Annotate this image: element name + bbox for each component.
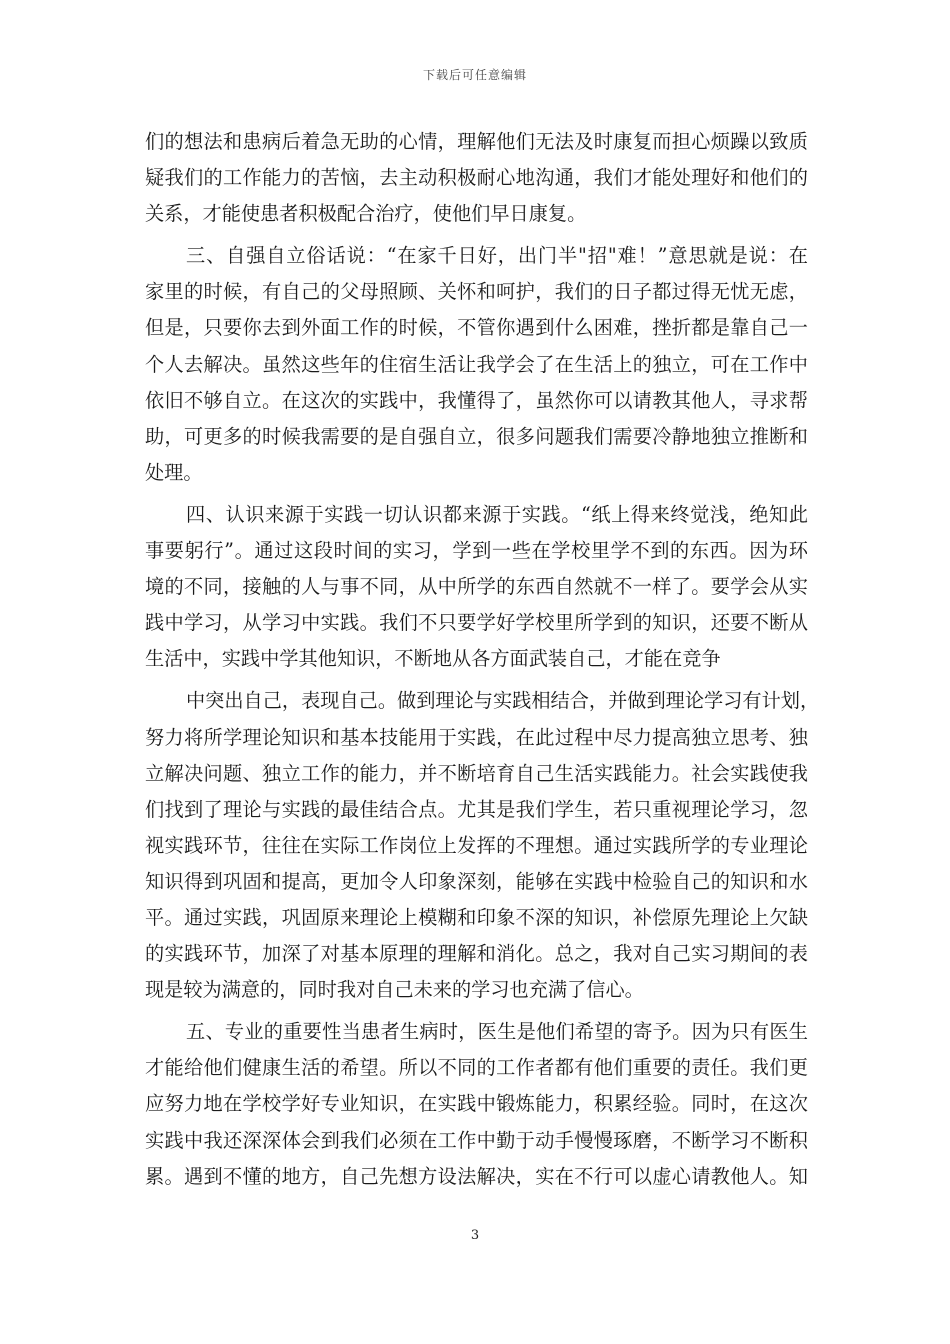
text-line: 们的想法和患病后着急无助的心情，理解他们无法及时康复而担心烦躁以致质 [145,130,808,153]
page-header: 下载后可任意编辑 [422,68,527,82]
text-line: 现是较为满意的，同时我对自己未来的学习也充满了信心。 [145,978,644,1002]
text-line: 助，可更多的时候我需要的是自强自立，很多问题我们需要冷静地独立推断和 [145,424,808,448]
text-line: 但是，只要你去到外面工作的时候，不管你遇到什么困难，挫折都是靠自己一 [145,316,808,340]
text-line: 平。通过实践，巩固原来理论上模糊和印象不深的知识，补偿原先理论上欠缺 [145,905,808,929]
text-line: 的实践环节，加深了对基本原理的理解和消化。总之，我对自己实习期间的表 [145,942,808,966]
text-line: 事要躬行”。通过这段时间的实习，学到一些在学校里学不到的东西。因为环 [145,539,808,563]
text-line: 关系，才能使患者积极配合治疗，使他们早日康复。 [145,202,587,226]
paragraph-professional [145,1014,808,1194]
text-line: 们找到了理论与实践的最佳结合点。尤其是我们学生，若只重视理论学习，忽 [145,797,808,821]
text-line: 依旧不够自立。在这次的实践中，我懂得了，虽然你可以请教其他人，寻求帮 [145,388,808,412]
text-line: 处理。 [145,460,203,484]
text-line: 践中学习，从学习中实践。我们不只要学好学校里所学到的知识，还要不断从 [145,611,808,635]
paragraph-self-reliance [145,238,808,491]
text-line: 疑我们的工作能力的苦恼，去主动积极耐心地沟通，我们才能处理好和他们的 [145,166,808,190]
text-line: 境的不同，接触的人与事不同，从中所学的东西自然就不一样了。要学会从实 [145,575,808,599]
text-line: 努力将所学理论知识和基本技能用于实践，在此过程中尽力提高独立思考、独 [145,725,808,749]
text-line: 视实践环节，往往在实际工作岗位上发挥的不理想。通过实践所学的专业理论 [145,833,808,857]
text-line: 生活中，实践中学其他知识，不断地从各方面武装自己，才能在竞争 [145,647,721,671]
text-line: 四、认识来源于实践一切认识都来源于实践。“纸上得来终觉浅，绝知此 [186,502,808,526]
text-line: 三、自强自立俗话说：“在家千日好，出门半"招"难！”意思就是说：在 [186,244,808,268]
document-body [145,124,820,1201]
text-line: 实践中我还深深体会到我们必须在工作中勤于动手慢慢琢磨，不断学习不断积 [145,1128,808,1152]
text-line: 五、专业的重要性当患者生病时，医生是他们希望的寄予。因为只有医生 [186,1020,808,1044]
text-line: 中突出自己，表现自己。做到理论与实践相结合，并做到理论学习有计划， [186,689,820,713]
text-line: 知识得到巩固和提高，更加令人印象深刻，能够在实践中检验自己的知识和水 [145,869,808,893]
page-number: 3 [470,1228,480,1243]
text-line: 立解决问题、独立工作的能力，并不断培育自己生活实践能力。社会实践使我 [145,761,808,785]
text-line: 才能给他们健康生活的希望。所以不同的工作者都有他们重要的责任。我们更 [145,1056,808,1080]
text-line: 家里的时候，有自己的父母照顾、关怀和呵护，我们的日子都过得无忧无虑， [145,280,808,304]
text-line: 累。遇到不懂的地方，自己先想方设法解决，实在不行可以虚心请教他人。知 [145,1164,808,1188]
paragraph-theory-practice [145,683,820,1008]
paragraph-continuation [145,124,808,232]
text-line: 应努力地在学校学好专业知识，在实践中锻炼能力，积累经验。同时，在这次 [145,1092,808,1116]
paragraph-practice [145,497,808,677]
text-line: 个人去解决。虽然这些年的住宿生活让我学会了在生活上的独立，可在工作中 [145,352,808,376]
